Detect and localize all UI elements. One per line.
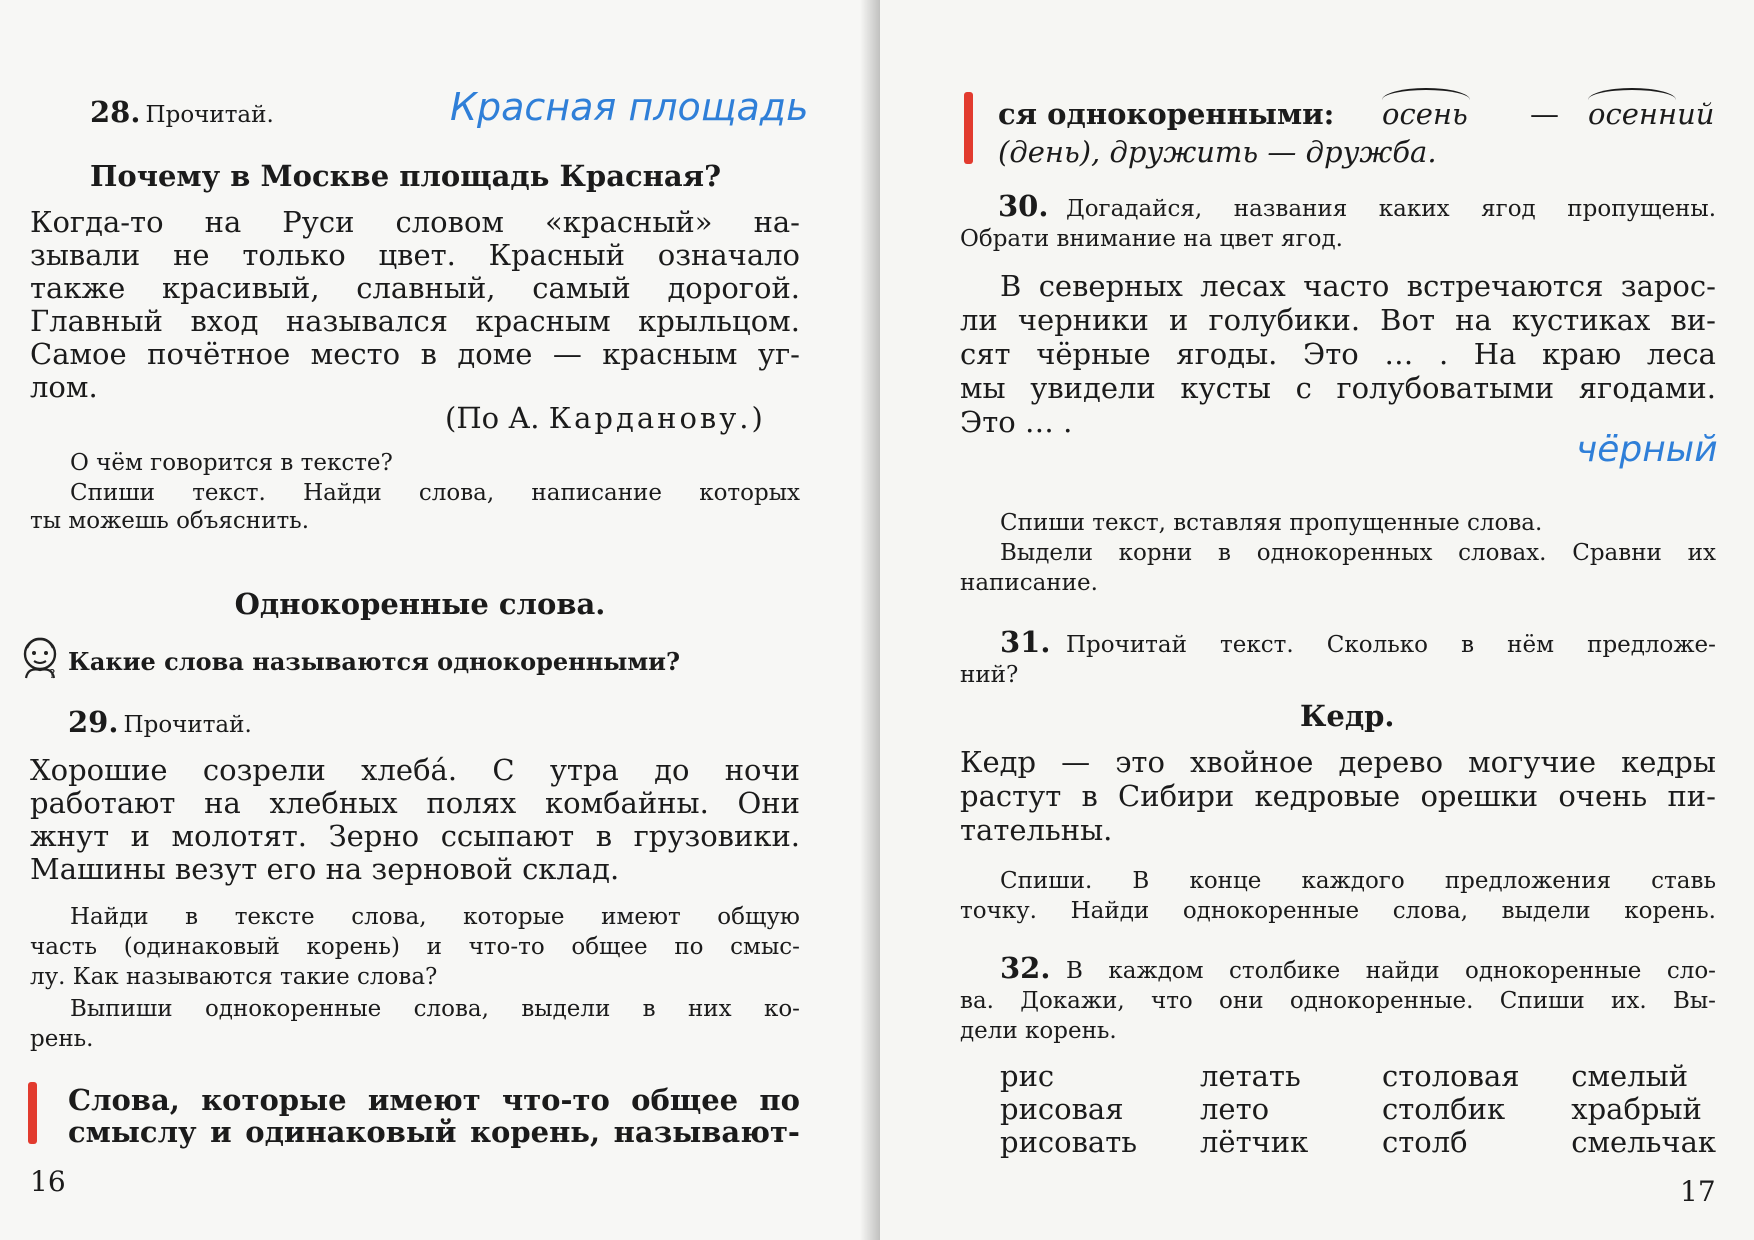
- exercise-32-line-3: дели корень.: [960, 1018, 1117, 1044]
- exercise-32-header: [1000, 951, 1051, 985]
- exercise-31-line-1: Прочитай текст. Сколько в нём предложе-: [1066, 632, 1716, 658]
- text-29-line-3: жнут и молотят. Зерно ссыпают в грузовики.: [30, 819, 800, 853]
- example-word-osen: осень: [1382, 97, 1468, 131]
- rule-marker: [28, 1082, 37, 1144]
- task-30-line-3: написание.: [960, 570, 1098, 596]
- rule-marker-continued: [964, 92, 973, 164]
- root-arc-osenniy: [1588, 88, 1676, 100]
- text-30-line-4: мы увидели кусты с голубоватыми ягодами.: [960, 371, 1716, 405]
- text-28-line-2: зывали не только цвет. Красный означало: [30, 238, 800, 272]
- text-29-line-4: Машины везут его на зерновой склад.: [30, 852, 620, 886]
- text-28-line-5: Самое почётное место в доме — красным уг-: [30, 337, 800, 371]
- exercise-31-number: 31.: [1000, 625, 1051, 659]
- handwritten-title: Красная площадь: [450, 85, 809, 129]
- exercise-30-header: [998, 189, 1049, 223]
- task-29-line-4: Выпиши однокоренные слова, выдели в них ко-: [70, 996, 800, 1022]
- rule-continued-line-1-text: ся однокоренными:: [998, 97, 1335, 131]
- page-number-left: 16: [30, 1165, 66, 1198]
- word-column-1: рис рисовая рисовать: [1000, 1059, 1138, 1159]
- text-30-line-5: Это … .: [960, 405, 1073, 439]
- exercise-31-line-2: ний?: [960, 662, 1019, 688]
- text-28-title: Почему в Москве площадь Красная?: [90, 159, 722, 193]
- task-29-line-3: лу. Как называются такие слова?: [30, 964, 438, 990]
- example-word-osenniy: осенний: [1588, 97, 1715, 131]
- root-arc-osen: [1382, 88, 1470, 100]
- exercise-29-number: 29.: [68, 705, 119, 739]
- text-31-line-2: растут в Сибири кедровые орешки очень пи-: [960, 779, 1716, 813]
- task-28-line-2: ты можешь объяснить.: [30, 508, 309, 534]
- word-columns: [1000, 1060, 1716, 1170]
- word-column-4: смелый храбрый смельчак: [1571, 1059, 1716, 1159]
- text-28-line-1: Когда-то на Руси словом «красный» на-: [30, 205, 800, 239]
- task-29-line-1: Найди в тексте слова, которые имеют общую: [70, 904, 800, 930]
- task-30-line-2: Выдели корни в однокоренных словах. Сравни их: [1000, 540, 1716, 566]
- rule-line-2: смыслу и одинаковый корень, называют-: [68, 1115, 800, 1149]
- text-31-title: Кедр.: [1300, 699, 1395, 733]
- exercise-32-line-1: В каждом столбике найди однокоренные сло-: [1066, 958, 1716, 984]
- exercise-30-instruction-line-2: Обрати внимание на цвет ягод.: [960, 226, 1343, 252]
- text-28-line-4: Главный вход назывался красным крыльцом.: [30, 304, 800, 338]
- exercise-28-number: 28.: [90, 95, 141, 129]
- text-30-line-3: сят чёрные ягоды. Это … . На краю леса: [960, 337, 1716, 371]
- section-title: Однокоренные слова.: [234, 587, 606, 621]
- thinking-child-icon: [18, 634, 62, 680]
- text-30-line-1: В северных лесах часто встречаются зарос-: [1000, 269, 1716, 303]
- exercise-30-number: 30.: [998, 189, 1049, 223]
- question-28: О чём говорится в тексте?: [70, 450, 393, 476]
- task-28-line-1: Спиши текст. Найди слова, написание которых: [70, 480, 800, 506]
- word-column-3: столовая столбик столб: [1382, 1059, 1520, 1159]
- task-29-line-5: рень.: [30, 1026, 94, 1052]
- page-number-right: 17: [1680, 1175, 1716, 1208]
- exercise-28-header: [90, 95, 274, 129]
- text-28-line-6: лом.: [30, 370, 98, 404]
- exercise-30-instruction-line-1: Догадайся, названия каких ягод пропущены.: [1066, 196, 1716, 222]
- example-dash: —: [1530, 97, 1559, 131]
- exercise-28-instruction: Прочитай.: [145, 102, 274, 128]
- handwritten-answer: чёрный: [1576, 429, 1718, 470]
- right-page: [880, 0, 1754, 1240]
- task-29-line-2: часть (одинаковый корень) и что-то общее по смыс-: [30, 934, 800, 960]
- text-31-line-1: Кедр — это хвойное дерево могучие кедры: [960, 745, 1716, 779]
- exercise-32-line-2: ва. Докажи, что они однокоренные. Спиши их. Вы-: [960, 988, 1716, 1014]
- attribution: (По А. Карданову.): [445, 401, 766, 435]
- task-31-line-2: точку. Найди однокоренные слова, выдели корень.: [960, 898, 1716, 924]
- section-question: Какие слова называются однокоренными?: [68, 647, 681, 676]
- rule-continued-line-2: (день), дружить — дружба.: [998, 135, 1437, 169]
- text-30-line-2: ли черники и голубики. Вот на кустиках ви-: [960, 303, 1716, 337]
- exercise-29-instruction: Прочитай.: [123, 712, 252, 738]
- text-28-line-3: также красивый, славный, самый дорогой.: [30, 271, 800, 305]
- exercise-32-number: 32.: [1000, 951, 1051, 985]
- text-29-line-2: работают на хлебных полях комбайны. Они: [30, 786, 800, 820]
- exercise-29-header: [68, 705, 252, 739]
- text-31-line-3: тательны.: [960, 813, 1113, 847]
- exercise-31-header: [1000, 625, 1051, 659]
- task-30-line-1: Спиши текст, вставляя пропущенные слова.: [1000, 510, 1543, 536]
- svg-text:?: ?: [49, 667, 56, 680]
- word-column-2: летать лето лётчик: [1200, 1059, 1309, 1159]
- rule-line-1: Слова, которые имеют что-то общее по: [68, 1083, 800, 1117]
- task-31-line-1: Спиши. В конце каждого предложения ставь: [1000, 868, 1716, 894]
- text-29-line-1: Хорошие созрели хлеба́. С утра до ночи: [30, 753, 800, 787]
